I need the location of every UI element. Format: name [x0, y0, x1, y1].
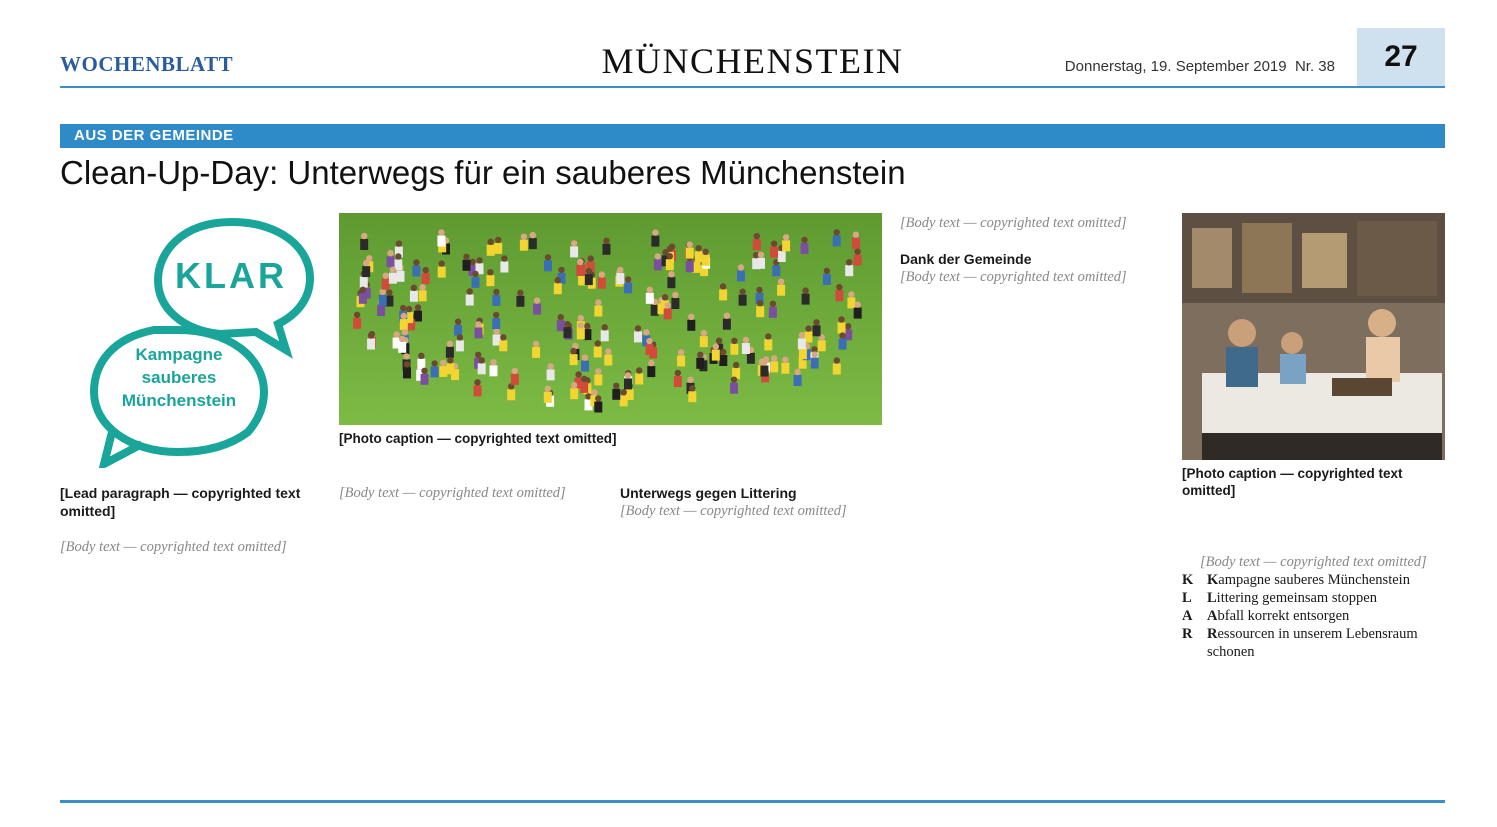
klar-logo — [60, 212, 322, 468]
page-number: 27 — [1357, 28, 1445, 86]
workshop-photo — [1182, 213, 1445, 460]
logo-tagline-line: sauberes — [141, 368, 217, 387]
article-column-4 — [900, 214, 1163, 286]
article-subhead: Unterwegs gegen Littering — [620, 485, 797, 501]
klar-acronym-list — [1182, 571, 1445, 661]
group-photo-image — [339, 213, 882, 425]
list-item: L Littering gemeinsam stoppen — [1182, 590, 1377, 606]
masthead — [60, 28, 1445, 86]
issue-date: Donnerstag, 19. September 2019 — [1064, 58, 1287, 75]
acronym-letter: L — [1182, 590, 1192, 606]
article-paragraph: [Body text — copyrighted text omitted] — [900, 269, 1127, 285]
klar-wordmark: KLAR — [175, 255, 287, 296]
dateline — [1065, 58, 1335, 75]
acronym-letter: R — [1182, 626, 1193, 642]
workshop-photo-image — [1182, 213, 1445, 460]
section-label: AUS DER GEMEINDE — [74, 127, 234, 144]
photo-caption: [Photo caption — copyrighted text omitted] — [339, 431, 617, 446]
section-bar — [60, 124, 1445, 148]
logo-tagline-line: Münchenstein — [121, 391, 237, 410]
logo-tagline-line: Kampagne — [135, 345, 223, 364]
photo-caption: [Photo caption — copyrighted text omitted] — [1182, 466, 1403, 498]
article-column-5 — [1182, 553, 1445, 661]
headline: Clean-Up-Day: Unterwegs für ein sauberes Münchenstein — [60, 154, 906, 191]
list-item: K Kampagne sauberes Münchenstein — [1182, 572, 1410, 588]
brand-logo: WOCHENBLATT — [60, 52, 234, 76]
issue-number: Nr. 38 — [1294, 58, 1335, 75]
article-paragraph: [Body text — copyrighted text omitted] — [60, 539, 287, 555]
article-lead: [Lead paragraph — copyrighted text omitted] — [60, 485, 301, 519]
article-column-2 — [339, 484, 602, 502]
article-subhead: Dank der Gemeinde — [900, 251, 1032, 267]
article-paragraph: [Body text — copyrighted text omitted] — [339, 485, 566, 501]
list-item: R Ressourcen in unserem Lebensraum schonen — [1182, 626, 1418, 660]
article-column-3 — [620, 484, 883, 520]
acronym-letter: K — [1182, 572, 1194, 588]
acronym-letter: A — [1182, 608, 1193, 624]
list-item: A Abfall korrekt entsorgen — [1182, 608, 1350, 624]
footer-rule — [60, 800, 1445, 803]
group-photo — [339, 213, 882, 425]
article-paragraph: [Body text — copyrighted text omitted] — [900, 215, 1127, 231]
town-title: MÜNCHENSTEIN — [601, 41, 904, 81]
article-paragraph: [Body text — copyrighted text omitted] — [620, 503, 847, 519]
article-column-1 — [60, 484, 323, 556]
article-paragraph: [Body text — copyrighted text omitted] — [1200, 554, 1427, 570]
header-rule — [60, 86, 1445, 88]
